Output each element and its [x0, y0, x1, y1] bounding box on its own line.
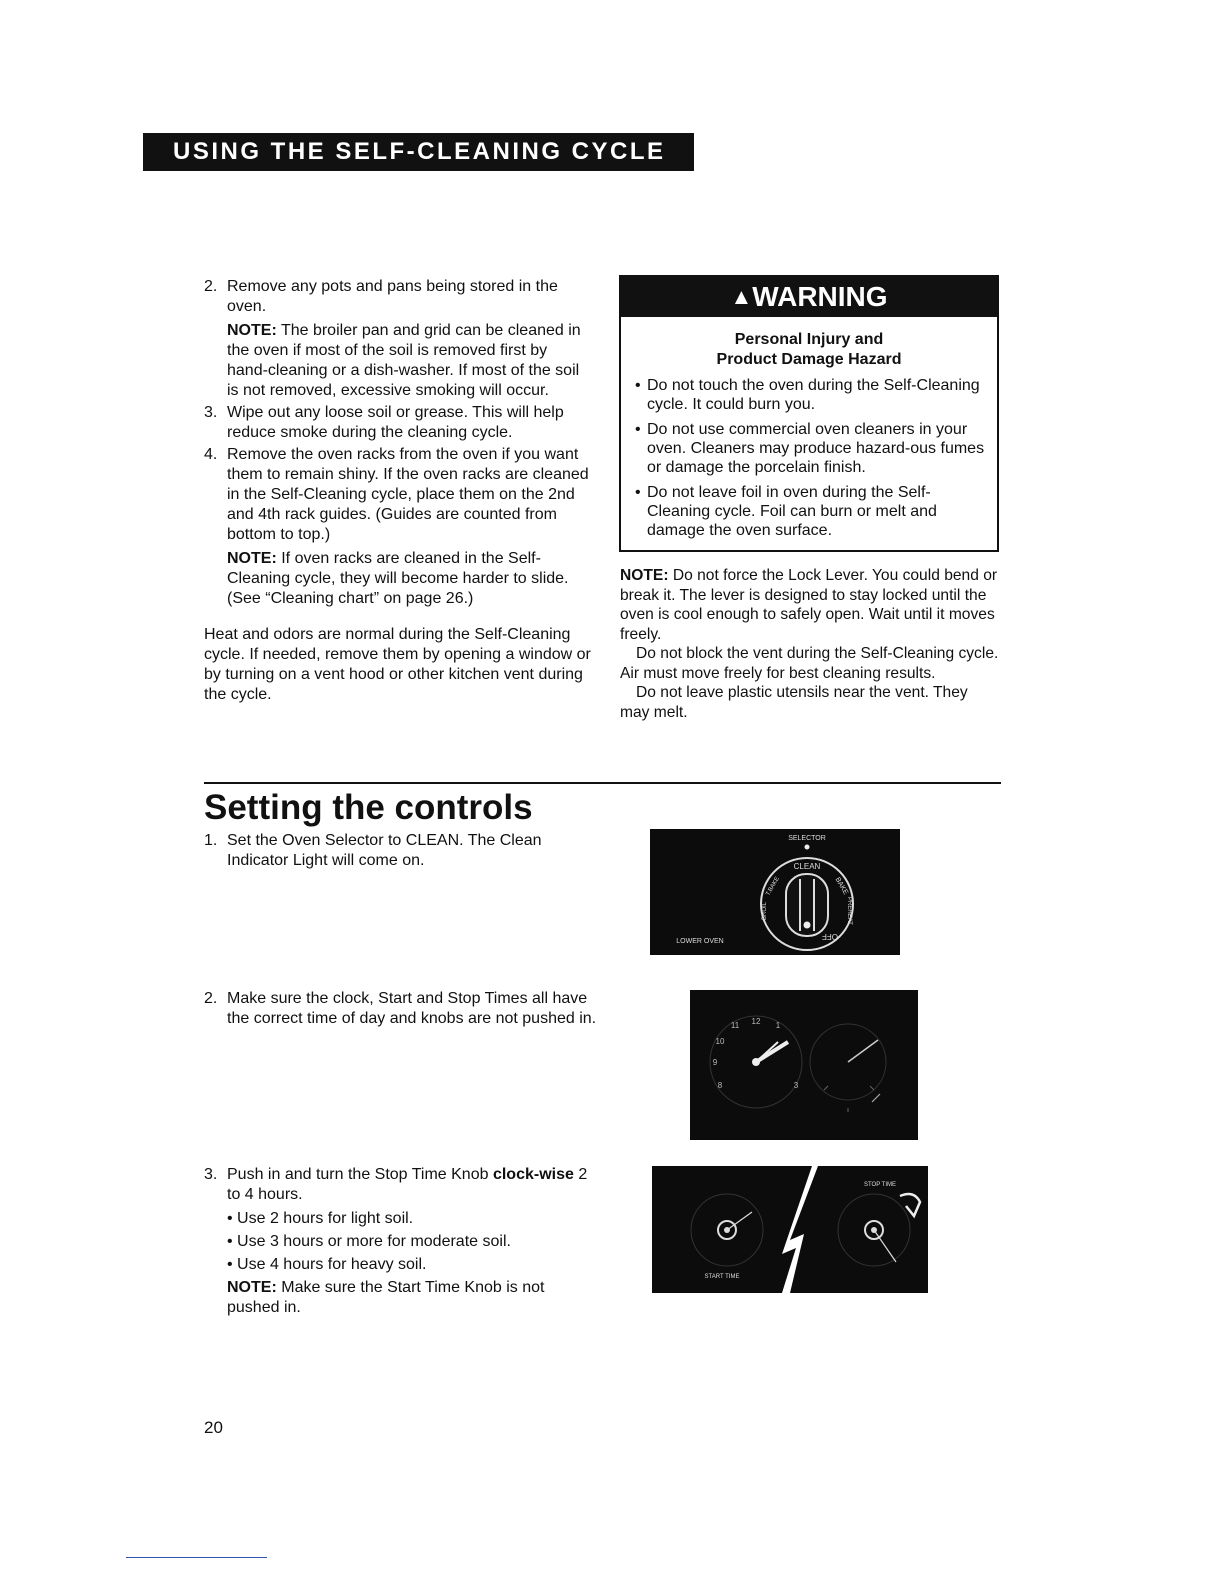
section-banner: USING THE SELF-CLEANING CYCLE	[143, 133, 694, 171]
warning-bullet: • Do not use commercial oven cleaners in your oven. Cleaners may produce hazard-ous fumes or damage the porcelain finish.	[635, 421, 985, 476]
list-item: • Use 2 hours for light soil.	[227, 1210, 414, 1227]
section-divider	[204, 782, 1001, 784]
svg-text:3: 3	[793, 1081, 799, 1090]
step-3: 3. Wipe out any loose soil or grease. This will help reduce smoke during the cleaning cycle.	[204, 404, 564, 441]
vent-note: Do not block the vent during the Self-Cleaning cycle. Air must move freely for best cleaning results.	[620, 645, 999, 682]
svg-text:T.BAKE: T.BAKE	[765, 876, 781, 897]
selector-figure	[650, 829, 900, 955]
selector-dial-illustration	[650, 829, 900, 955]
svg-text:1: 1	[775, 1021, 781, 1030]
plastic-note: Do not leave plastic utensils near the vent. They may melt.	[620, 684, 968, 721]
warning-triangle-icon: ▲	[730, 284, 753, 309]
start-time-label: START TIME	[704, 1274, 740, 1280]
selector-label: SELECTOR	[788, 835, 826, 842]
footer-line	[126, 1557, 267, 1558]
left-column	[204, 277, 592, 705]
svg-text:OFF: OFF	[822, 932, 838, 941]
svg-text:11: 11	[730, 1021, 740, 1030]
right-notes	[620, 566, 1000, 722]
step-4: 4. Remove the oven racks from the oven if you want them to remain shiny. If the oven racks are cleaned in the Self-Cleaning cycle, place them on the 2nd and 4th rack guides. (Guides are counted from bottom to top.) NOTE: If oven racks are cleaned in the Self-Cleaning cycle, they will become harder to slide. (See “Cleaning chart” on page 26.)	[204, 445, 592, 609]
note: NOTE: Make sure the Start Time Knob is not pushed in.	[227, 1279, 545, 1316]
controls-step-2: 2. Make sure the clock, Start and Stop Times all have the correct time of day and knobs are not pushed in.	[204, 990, 597, 1027]
closing-paragraph: Heat and odors are normal during the Self-Cleaning cycle. If needed, remove them by opening a window or by turning on a vent hood or other kitchen vent during the cycle.	[204, 626, 591, 703]
svg-text:BAKE: BAKE	[833, 876, 850, 897]
step-2: 2. Remove any pots and pans being stored in the oven. NOTE: The broiler pan and grid can be cleaned in the oven if most of the soil is removed first by hand-cleaning or a dish-washer. If most of the soil is not removed, excessive smoking will occur.	[204, 277, 592, 401]
svg-text:PREHEAT: PREHEAT	[846, 897, 852, 925]
time-knobs-figure	[652, 1166, 928, 1293]
controls-step-3: 3. Push in and turn the Stop Time Knob clock-wise 2 to 4 hours. • Use 2 hours for light soil. • Use 3 hours or more for moderate soil. • Use 4 hours for heavy soil. NOTE: Make sure the Start Time Knob is not pushed in.	[204, 1165, 592, 1320]
list-item: • Use 4 hours for heavy soil.	[227, 1256, 427, 1273]
list-item: • Use 3 hours or more for moderate soil.	[227, 1233, 511, 1250]
knobs-illustration	[652, 1166, 928, 1293]
warning-box	[619, 275, 999, 552]
svg-text:12: 12	[751, 1017, 761, 1026]
note: NOTE: If oven racks are cleaned in the Self-Cleaning cycle, they will become harder to slide. (See “Cleaning chart” on page 26.)	[227, 550, 569, 607]
svg-text:CLEAN: CLEAN	[793, 862, 821, 871]
warning-header: ▲WARNING	[620, 277, 998, 317]
section-title: Setting the controls	[204, 788, 533, 827]
stop-time-label: STOP TIME	[863, 1182, 897, 1188]
clock-figure	[690, 990, 918, 1140]
note: NOTE: The broiler pan and grid can be cleaned in the oven if most of the soil is removed first by hand-cleaning or a dish-washer. If most of the soil is not removed, excessive smoking will occur.	[227, 322, 581, 399]
lock-lever-note: NOTE: Do not force the Lock Lever. You could bend or break it. The lever is designed to stay locked until the oven is cool enough to safely open. Wait until it moves freely.	[620, 567, 998, 643]
warning-bullet: • Do not leave foil in oven during the Self-Cleaning cycle. Foil can burn or melt and damage the oven surface.	[635, 484, 937, 539]
warning-bullet: • Do not touch the oven during the Self-Cleaning cycle. It could burn you.	[635, 377, 980, 413]
svg-text:8: 8	[717, 1081, 723, 1090]
svg-text:9: 9	[712, 1058, 718, 1067]
svg-text:BROIL: BROIL	[762, 901, 768, 921]
svg-text:10: 10	[715, 1037, 725, 1046]
page-number: 20	[204, 1418, 223, 1437]
controls-step-1: 1. Set the Oven Selector to CLEAN. The Clean Indicator Light will come on.	[204, 832, 542, 869]
clock-illustration	[690, 990, 918, 1140]
lower-oven-label: LOWER OVEN	[676, 938, 724, 945]
warning-subtitle: Personal Injury and Product Damage Hazard	[716, 331, 902, 368]
